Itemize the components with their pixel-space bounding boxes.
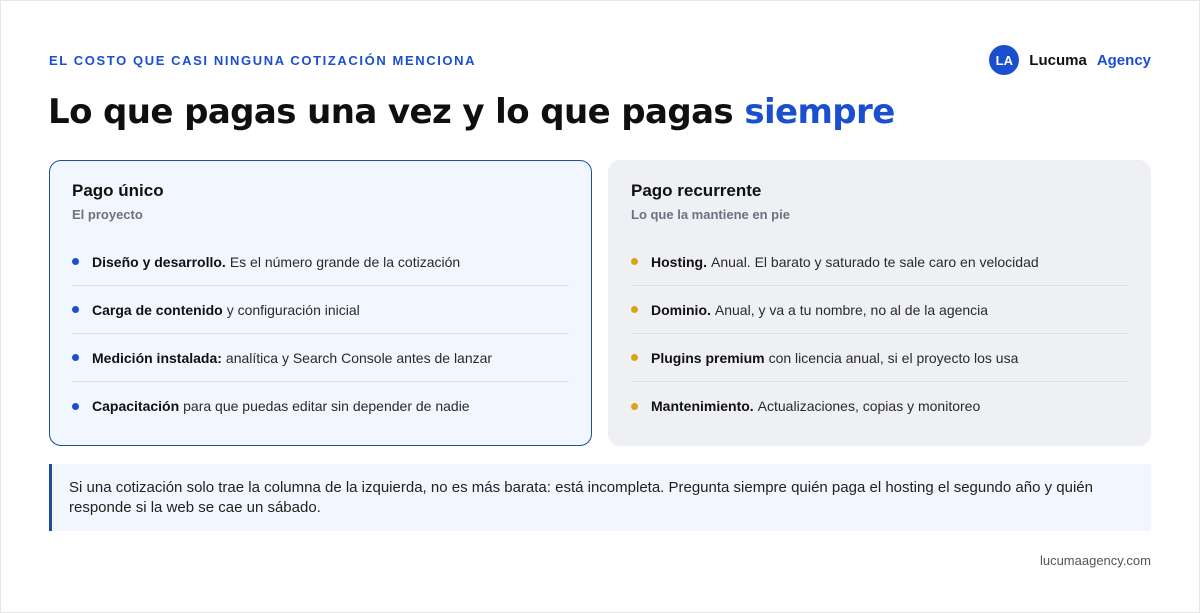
item-bold: Plugins premium [651,349,765,366]
card-title: Pago recurrente [631,181,762,200]
headline-accent: siempre [744,92,895,132]
bullet-dot-icon [631,354,638,361]
item-text: Actualizaciones, copias y monitoreo [757,398,981,414]
item-bold: Diseño y desarrollo. [92,253,226,270]
card-subtitle: Lo que la mantiene en pie [631,207,790,222]
item-bold: Hosting. [651,253,707,270]
list-item [72,286,569,334]
list-item [631,334,1128,382]
bullet-dot-icon [631,306,638,313]
item-bold: Dominio. [651,301,711,318]
headline-main: Lo que pagas una vez y lo que pagas [48,92,745,132]
list-item [72,334,569,382]
item-list [72,238,569,430]
item-list [631,238,1128,430]
item-bold: Carga de contenido [92,301,223,318]
brand-badge: LA [989,45,1019,75]
brand-name: Lucuma [1029,51,1087,69]
bullet-dot-icon [72,403,79,410]
card-recurring-payment [608,160,1151,446]
eyebrow-label: EL COSTO QUE CASI NINGUNA COTIZACIÓN MENCIONA [49,53,477,68]
item-bold: Mantenimiento. [651,398,754,414]
item-text: Anual. El barato y saturado te sale caro en velocidad [711,253,1039,270]
list-item [72,238,569,286]
brand-logo [989,45,1151,75]
list-item [631,238,1128,286]
item-bold: Medición instalada: [92,349,222,366]
brand-suffix: Agency [1096,51,1151,69]
bullet-dot-icon [72,354,79,361]
item-text: con licencia anual, si el proyecto los usa [768,349,1019,366]
item-bold: Capacitación [92,398,180,414]
card-one-time-payment [49,160,592,446]
bullet-dot-icon [72,306,79,313]
bullet-dot-icon [631,258,638,265]
list-item [72,382,569,430]
page-title [48,92,895,132]
bullet-dot-icon [631,403,638,410]
card-title: Pago único [72,181,164,200]
item-text: analítica y Search Console antes de lanzar [225,349,493,366]
list-item [631,382,1128,430]
item-text: para que puedas editar sin depender de nadie [183,398,470,414]
item-text: Es el número grande de la cotización [229,253,461,270]
bullet-dot-icon [72,258,79,265]
list-item [631,286,1128,334]
item-text: Anual, y va a tu nombre, no al de la agencia [714,301,989,318]
card-subtitle: El proyecto [72,207,143,222]
callout-note: Si una cotización solo trae la columna de la izquierda, no es más barata: está incompleta. Pregunta siempre quién paga el hosting el segundo año y quién responde si la web se cae un sábado. [49,464,1151,531]
item-text: y configuración inicial [226,301,360,318]
footer-url: lucumaagency.com [1039,553,1151,568]
